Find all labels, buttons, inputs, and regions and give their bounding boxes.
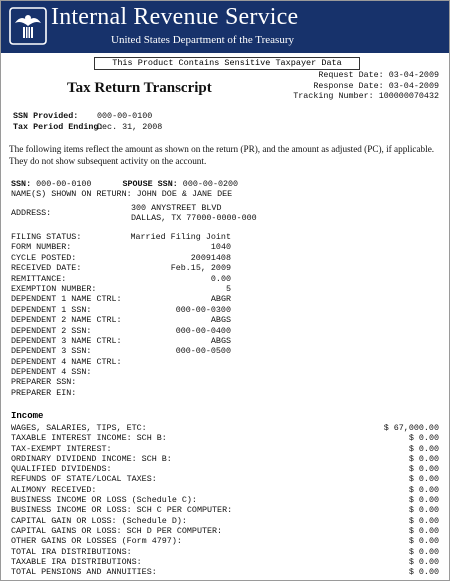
tax-period-label: Tax Period Ending: — [13, 121, 104, 132]
filing-details-list — [11, 232, 231, 398]
filing-row — [11, 294, 231, 304]
income-row — [11, 567, 439, 577]
income-row-label: TOTAL IRA DISTRIBUTIONS: — [11, 546, 132, 557]
filing-row — [11, 253, 231, 263]
filing-row-label: DEPENDENT 4 SSN: — [11, 367, 92, 378]
request-date-label: Request Date: — [318, 70, 384, 80]
filing-row-label: DEPENDENT 1 NAME CTRL: — [11, 294, 122, 305]
income-row — [11, 464, 439, 474]
address-line-1: 300 ANYSTREET BLVD — [131, 202, 222, 213]
income-row — [11, 495, 439, 505]
ssn-label: SSN: — [11, 179, 32, 189]
income-row — [11, 516, 439, 526]
filing-row-label: FORM NUMBER: — [11, 242, 72, 253]
income-row-value: $ 0.00 — [408, 484, 439, 495]
income-row-label: TAX-EXEMPT INTEREST: — [11, 443, 112, 454]
income-row — [11, 485, 439, 495]
filing-row — [11, 263, 231, 273]
sensitive-data-notice: This Product Contains Sensitive Taxpayer Data — [94, 57, 360, 70]
taxpayer-block — [11, 179, 441, 224]
income-row-label: ORDINARY DIVIDEND INCOME: SCH B: — [11, 453, 172, 464]
income-row-label: BUSINESS INCOME OR LOSS: SCH C PER COMPUTER: — [11, 505, 233, 516]
income-row — [11, 557, 439, 567]
income-row-value: $ 0.00 — [408, 536, 439, 547]
filing-row — [11, 232, 231, 242]
income-row-label: CAPITAL GAIN OR LOSS: (Schedule D): — [11, 515, 187, 526]
tracking-number: 100000070432 — [378, 91, 439, 102]
request-date: 03-04-2009 — [388, 70, 439, 80]
response-date-label: Response Date: — [313, 80, 384, 91]
income-row-value: $ 0.00 — [408, 495, 439, 506]
ssn-provided: 000-00-0100 — [97, 111, 153, 121]
filing-row-value: 000-00-0300 — [175, 304, 231, 315]
filing-row-value: ABGR — [210, 294, 231, 305]
filing-row-label: DEPENDENT 3 SSN: — [11, 346, 92, 357]
filing-row-label: EXEMPTION NUMBER: — [11, 283, 97, 294]
income-row-label: WAGES, SALARIES, TIPS, ETC: — [11, 423, 147, 433]
filing-row — [11, 274, 231, 284]
filing-row-value: 000-00-0500 — [175, 346, 231, 357]
filing-row-label: DEPENDENT 3 NAME CTRL: — [11, 335, 122, 346]
response-date: 03-04-2009 — [388, 80, 439, 91]
filing-row-label: DEPENDENT 4 NAME CTRL: — [11, 356, 122, 367]
income-row-label: CAPITAL GAINS OR LOSS: SCH D PER COMPUTER: — [11, 525, 223, 536]
ssn-provided-label: SSN Provided: — [13, 111, 79, 121]
filing-row — [11, 315, 231, 325]
department-name: United States Department of the Treasury — [111, 34, 294, 46]
income-row-value: $ 0.00 — [408, 546, 439, 557]
income-row — [11, 536, 439, 546]
income-list — [11, 423, 439, 577]
income-row-label: QUALIFIED DIVIDENDS: — [11, 464, 112, 475]
filing-row — [11, 357, 231, 367]
income-row-value: $ 0.00 — [408, 525, 439, 536]
filing-row-label: FILING STATUS: — [11, 232, 82, 242]
filing-row-label: PREPARER SSN: — [11, 377, 77, 388]
filing-row-value: Married Filing Joint — [130, 232, 231, 242]
filing-row — [11, 326, 231, 336]
filing-row-value: 20091408 — [190, 252, 231, 263]
filing-row — [11, 284, 231, 294]
names-value: JOHN DOE & JANE DEE — [136, 189, 233, 200]
income-row-label: TOTAL PENSIONS AND ANNUITIES: — [11, 567, 157, 578]
income-row-value: $ 0.00 — [408, 443, 439, 454]
income-heading: Income — [11, 411, 44, 421]
ssn-value: 000-00-0100 — [36, 179, 92, 189]
filing-row-value: ABGS — [210, 335, 231, 346]
income-row-value: $ 0.00 — [408, 453, 439, 464]
tracking-number-label: Tracking Number: — [293, 91, 374, 102]
income-row — [11, 526, 439, 536]
income-row-value: $ 0.00 — [408, 515, 439, 526]
filing-row-value: 0.00 — [210, 273, 231, 284]
income-row-value: $ 0.00 — [408, 474, 439, 485]
filing-row — [11, 377, 231, 387]
agency-name: Internal Revenue Service — [51, 4, 299, 30]
income-row — [11, 423, 439, 433]
intro-paragraph: The following items reflect the amount as shown on the return (PR), and the amount as adjusted (PC), if applicable. They do not show subsequent activity on the account. — [9, 144, 435, 166]
income-row-value: $ 0.00 — [408, 567, 439, 578]
filing-row-label: DEPENDENT 2 SSN: — [11, 325, 92, 336]
income-row — [11, 454, 439, 464]
irs-eagle-logo-icon — [9, 7, 47, 45]
income-row-label: TAXABLE INTEREST INCOME: SCH B: — [11, 433, 167, 444]
filing-row-label: DEPENDENT 1 SSN: — [11, 304, 92, 315]
income-row — [11, 474, 439, 484]
income-row-value: $ 0.00 — [408, 464, 439, 475]
income-row-value: $ 0.00 — [408, 505, 439, 516]
income-row-value: $ 0.00 — [408, 556, 439, 567]
address-label: ADDRESS: — [11, 207, 52, 218]
filing-row — [11, 346, 231, 356]
filing-row — [11, 305, 231, 315]
filing-row — [11, 388, 231, 398]
income-row-label: REFUNDS OF STATE/LOCAL TAXES: — [11, 474, 157, 485]
filing-row-value: 5 — [225, 283, 231, 294]
filing-row-label: CYCLE POSTED: — [11, 252, 77, 263]
filing-row-value: 1040 — [210, 242, 231, 253]
income-row-value: $ 0.00 — [408, 433, 439, 444]
agency-banner — [1, 1, 449, 53]
income-row-label: ALIMONY RECEIVED: — [11, 484, 97, 495]
filing-row — [11, 336, 231, 346]
filing-row-value: 000-00-0400 — [175, 325, 231, 336]
income-row-label: OTHER GAINS OR LOSSES (Form 4797): — [11, 536, 182, 547]
income-row — [11, 547, 439, 557]
filing-row-label: PREPARER EIN: — [11, 387, 77, 398]
ssn-period-block — [13, 111, 162, 132]
names-label: NAME(S) SHOWN ON RETURN: — [11, 189, 132, 200]
filing-row-value: Feb.15, 2009 — [170, 263, 231, 274]
income-row-label: BUSINESS INCOME OR LOSS (Schedule C): — [11, 495, 197, 506]
spouse-ssn-value: 000-00-0200 — [182, 179, 239, 189]
income-row-label: TAXABLE IRA DISTRIBUTIONS: — [11, 556, 142, 567]
filing-row-label: REMITTANCE: — [11, 273, 67, 284]
filing-row — [11, 367, 231, 377]
income-row — [11, 433, 439, 443]
tax-period: Dec. 31, 2008 — [97, 121, 163, 132]
filing-row-label: DEPENDENT 2 NAME CTRL: — [11, 315, 122, 326]
request-meta — [293, 70, 439, 102]
income-row — [11, 505, 439, 515]
filing-row-label: RECEIVED DATE: — [11, 263, 82, 274]
filing-row-value: ABGS — [210, 315, 231, 326]
page-title: Tax Return Transcript — [67, 80, 212, 96]
filing-row — [11, 242, 231, 252]
address-line-2: DALLAS, TX 77000-0000-000 — [131, 212, 257, 223]
spouse-ssn-label: SPOUSE SSN: — [122, 179, 178, 189]
income-row-value: $ 67,000.00 — [383, 423, 439, 433]
income-row — [11, 444, 439, 454]
